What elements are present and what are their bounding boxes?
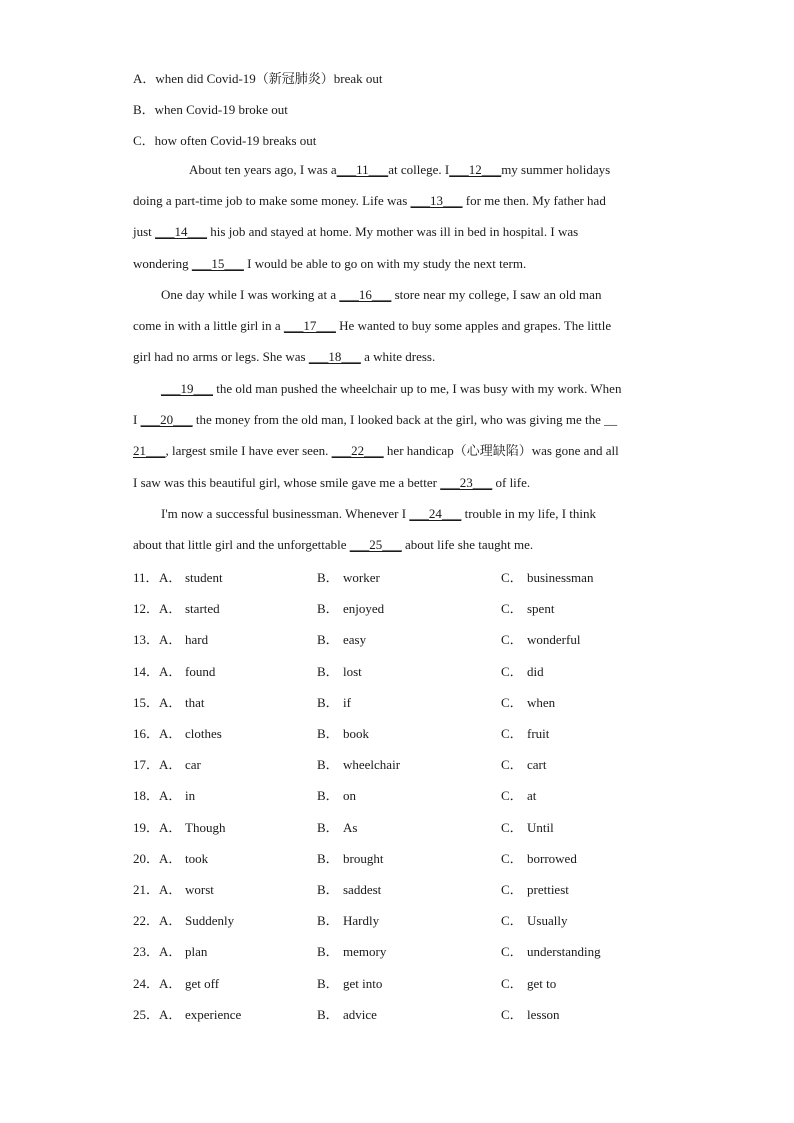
blank-24: ___24___: [409, 506, 462, 521]
option-a: [159, 567, 223, 586]
option-text: Suddenly: [185, 913, 235, 929]
line-text: trouble in my life, I think: [461, 506, 596, 521]
option-letter: C．: [501, 663, 523, 679]
line-text: girl had no arms or legs. She was: [133, 349, 309, 365]
blank-11: ___11___: [336, 162, 389, 177]
line-text: I would be able to go on with my study the next term.: [243, 255, 527, 271]
option-b: [317, 973, 382, 992]
option-a: [159, 973, 219, 992]
line-text: store near my college, I saw an old man: [391, 287, 602, 302]
passage-paragraph-1: [133, 154, 663, 279]
option-letter: B．: [317, 913, 339, 929]
question-row: [133, 692, 673, 723]
question-row: [133, 567, 673, 598]
blank-25: ___25___: [349, 537, 402, 553]
passage-line: [133, 185, 663, 216]
option-letter: C．: [501, 913, 523, 929]
option-letter: C．: [501, 819, 523, 835]
option-text: worst: [185, 882, 214, 897]
question-row: [133, 879, 673, 910]
option-letter: A．: [159, 632, 182, 648]
option-letter: A．: [159, 570, 182, 585]
option-letter: A．: [159, 850, 182, 866]
option-letter: B．: [317, 601, 339, 617]
option-b: [317, 567, 380, 586]
option-letter: C．: [501, 975, 523, 991]
blank-14: ___14___: [155, 224, 208, 240]
option-c: [501, 692, 555, 711]
option-text: lost: [343, 663, 362, 679]
option-letter: C．: [501, 570, 523, 585]
line-text: doing a part-time job to make some money. Life was: [133, 193, 411, 209]
option-text: businessman: [527, 570, 594, 585]
option-c: [501, 754, 546, 773]
line-text: of life.: [492, 474, 531, 490]
option-text: experience: [185, 1006, 242, 1022]
option-text: found: [185, 663, 216, 679]
question-number: 15．: [133, 694, 160, 710]
option-c: [501, 598, 554, 617]
option-text: if: [343, 694, 351, 710]
option-text: memory: [343, 944, 387, 960]
passage-line: [133, 529, 663, 560]
option-c: [501, 941, 601, 960]
option-text: started: [185, 601, 220, 617]
question-number: 21．: [133, 882, 160, 897]
option-letter: A．: [159, 975, 182, 991]
option-a: [159, 598, 220, 617]
option-letter: C．: [501, 944, 523, 960]
blank-15: ___15___: [191, 255, 244, 271]
option-letter: B．: [317, 663, 339, 679]
blank-13: ___13___: [410, 193, 463, 209]
option-letter: B．: [317, 694, 339, 710]
question-row: [133, 848, 673, 879]
line-text: wondering: [133, 255, 192, 271]
question-number: 20．: [133, 850, 160, 866]
line-text: my summer holidays: [501, 162, 611, 177]
prev-option-c: [133, 130, 316, 149]
line-text: about life she taught me.: [401, 537, 534, 553]
option-a: [159, 785, 195, 804]
blank-19: ___19___: [161, 381, 213, 396]
question-number: 13．: [133, 632, 160, 648]
option-text: on: [343, 788, 356, 804]
option-b: [317, 941, 386, 960]
option-letter: A．: [159, 882, 182, 897]
option-letter: B．: [317, 726, 339, 741]
option-letter: A．: [159, 601, 182, 617]
option-c: [501, 817, 554, 836]
question-number: 16．: [133, 726, 160, 741]
option-letter: B．: [317, 975, 339, 991]
option-text: wheelchair: [343, 757, 401, 773]
option-letter: C．: [501, 694, 523, 710]
option-letter: C．: [501, 1006, 523, 1022]
option-letter: C．: [133, 133, 155, 148]
passage-line: [133, 467, 663, 498]
option-a: [159, 661, 215, 680]
option-text: Usually: [527, 913, 568, 929]
option-a: [159, 692, 205, 711]
option-b: [317, 785, 356, 804]
option-letter: B．: [317, 757, 339, 773]
option-a: [159, 723, 222, 742]
question-row: [133, 973, 673, 1004]
blank-12: ___12___: [449, 162, 502, 177]
option-a: [159, 817, 225, 836]
passage-paragraph-2: [133, 279, 663, 373]
question-row: [133, 1004, 673, 1035]
option-letter: B．: [317, 632, 339, 648]
question-row: [133, 941, 673, 972]
passage-line: [133, 373, 663, 404]
line-text: come in with a little girl in a: [133, 318, 284, 334]
question-number: 17．: [133, 757, 160, 773]
question-row: [133, 598, 673, 629]
option-a: [159, 1004, 241, 1023]
question-number: 23．: [133, 944, 160, 960]
passage-line: [133, 341, 663, 372]
question-number: 25．: [133, 1006, 160, 1022]
prev-option-b: [133, 99, 288, 118]
option-letter: A．: [159, 788, 182, 804]
option-letter: B．: [317, 788, 339, 804]
option-text: how often Covid-19 breaks out: [154, 133, 317, 148]
line-text: He wanted to buy some apples and grapes. The little: [335, 318, 612, 334]
passage-line: [133, 279, 663, 310]
option-letter: B．: [133, 102, 155, 117]
option-text: get into: [343, 975, 383, 991]
question-row: [133, 910, 673, 941]
option-c: [501, 879, 569, 898]
option-letter: A．: [133, 71, 156, 86]
option-text: saddest: [343, 882, 382, 897]
passage-line: [133, 216, 663, 247]
passage-line: [133, 498, 663, 529]
option-letter: B．: [317, 1006, 339, 1022]
line-text: her handicap（心理缺陷）was gone and all: [383, 443, 619, 459]
option-b: [317, 817, 357, 836]
blank-17: ___17___: [283, 318, 336, 334]
option-b: [317, 661, 362, 680]
line-text: I'm now a successful businessman. Whenever I: [161, 506, 410, 521]
option-text: when Covid-19 broke out: [154, 102, 288, 117]
option-b: [317, 692, 351, 711]
option-text: at: [527, 788, 537, 804]
blank-21: 21___: [133, 443, 166, 459]
line-text: a white dress.: [360, 349, 436, 365]
line-text: I: [133, 412, 141, 428]
option-text: when did Covid-19（新冠肺炎）break out: [155, 71, 383, 86]
option-c: [501, 661, 544, 680]
question-number: 22．: [133, 913, 160, 929]
option-text: did: [527, 663, 544, 679]
option-letter: C．: [501, 601, 523, 617]
option-text: book: [343, 726, 369, 741]
option-letter: A．: [159, 944, 182, 960]
option-letter: B．: [317, 819, 339, 835]
question-row: [133, 661, 673, 692]
option-letter: C．: [501, 632, 523, 648]
question-number: 11．: [133, 570, 159, 585]
line-text: for me then. My father had: [462, 193, 606, 209]
option-text: when: [527, 694, 556, 710]
question-number: 24．: [133, 975, 160, 991]
passage-line: [133, 310, 663, 341]
option-text: wonderful: [527, 632, 581, 648]
option-b: [317, 629, 366, 648]
option-text: borrowed: [527, 850, 577, 866]
question-row: [133, 723, 673, 754]
option-text: took: [185, 850, 209, 866]
blank-18: ___18___: [308, 349, 361, 365]
option-text: understanding: [527, 944, 601, 960]
question-number: 19．: [133, 819, 160, 835]
option-c: [501, 973, 556, 992]
passage-line: [133, 435, 663, 466]
option-b: [317, 1004, 377, 1023]
line-text: I saw was this beautiful girl, whose smile gave me a better: [133, 474, 441, 490]
option-c: [501, 1004, 560, 1023]
option-text: that: [185, 694, 205, 710]
option-b: [317, 848, 383, 867]
option-letter: C．: [501, 726, 523, 741]
blank-20: ___20___: [140, 412, 193, 428]
option-text: plan: [185, 944, 208, 960]
question-number: 12．: [133, 601, 160, 617]
option-c: [501, 629, 580, 648]
option-text: brought: [343, 850, 384, 866]
option-c: [501, 567, 593, 586]
option-text: As: [343, 819, 358, 835]
passage-line: [133, 154, 663, 185]
option-c: [501, 723, 549, 742]
option-text: clothes: [185, 726, 222, 741]
option-text: car: [185, 757, 201, 773]
option-text: easy: [343, 632, 367, 648]
line-text: , largest smile I have ever seen.: [165, 443, 332, 459]
option-text: get off: [185, 975, 220, 991]
option-letter: B．: [317, 570, 339, 585]
question-number: 18．: [133, 788, 160, 804]
option-c: [501, 910, 567, 929]
option-text: prettiest: [527, 882, 569, 897]
option-text: Though: [185, 819, 226, 835]
option-text: lesson: [527, 1006, 560, 1022]
option-letter: A．: [159, 694, 182, 710]
option-letter: C．: [501, 788, 523, 804]
option-b: [317, 879, 381, 898]
passage-paragraph-3: [133, 373, 663, 498]
option-letter: A．: [159, 819, 182, 835]
option-text: spent: [527, 601, 555, 617]
option-letter: B．: [317, 944, 339, 960]
option-letter: A．: [159, 757, 182, 773]
option-a: [159, 754, 201, 773]
passage-paragraph-4: [133, 498, 663, 560]
option-a: [159, 848, 208, 867]
line-text: at college. I: [388, 162, 450, 177]
line-text: the money from the old man, I looked back at the girl, who was giving me the __: [192, 412, 618, 428]
option-b: [317, 723, 369, 742]
line-text: One day while I was working at a: [161, 287, 340, 302]
option-text: cart: [527, 757, 547, 773]
blank-22: ___22___: [331, 443, 384, 459]
question-row: [133, 817, 673, 848]
option-letter: A．: [159, 913, 182, 929]
question-number: 14．: [133, 663, 160, 679]
option-letter: C．: [501, 850, 523, 866]
option-a: [159, 879, 214, 898]
passage-line: [133, 248, 663, 279]
option-letter: B．: [317, 850, 339, 866]
option-c: [501, 848, 577, 867]
option-text: enjoyed: [343, 601, 385, 617]
option-text: worker: [343, 570, 380, 585]
option-letter: A．: [159, 726, 182, 741]
question-row: [133, 754, 673, 785]
option-b: [317, 910, 379, 929]
option-b: [317, 754, 400, 773]
line-text: About ten years ago, I was a: [189, 162, 337, 177]
question-row: [133, 785, 673, 816]
passage-line: [133, 404, 663, 435]
line-text: about that little girl and the unforgettable: [133, 537, 350, 553]
option-a: [159, 910, 234, 929]
line-text: the old man pushed the wheelchair up to me, I was busy with my work. When: [213, 381, 622, 396]
option-letter: B．: [317, 882, 339, 897]
option-a: [159, 941, 207, 960]
option-letter: A．: [159, 1006, 182, 1022]
prev-option-a: [133, 68, 383, 87]
option-a: [159, 629, 208, 648]
option-text: get to: [527, 975, 557, 991]
option-text: Until: [527, 819, 554, 835]
option-text: hard: [185, 632, 209, 648]
line-text: his job and stayed at home. My mother was ill in bed in hospital. I was: [207, 224, 579, 240]
option-text: in: [185, 788, 196, 804]
option-letter: C．: [501, 882, 523, 897]
option-c: [501, 785, 536, 804]
option-text: advice: [343, 1006, 377, 1022]
option-letter: C．: [501, 757, 523, 773]
blank-16: ___16___: [339, 287, 392, 302]
option-text: Hardly: [343, 913, 380, 929]
option-b: [317, 598, 384, 617]
option-letter: A．: [159, 663, 182, 679]
line-text: just: [133, 224, 156, 240]
option-text: student: [185, 570, 223, 585]
question-row: [133, 629, 673, 660]
option-text: fruit: [527, 726, 550, 741]
blank-23: ___23___: [440, 474, 493, 490]
